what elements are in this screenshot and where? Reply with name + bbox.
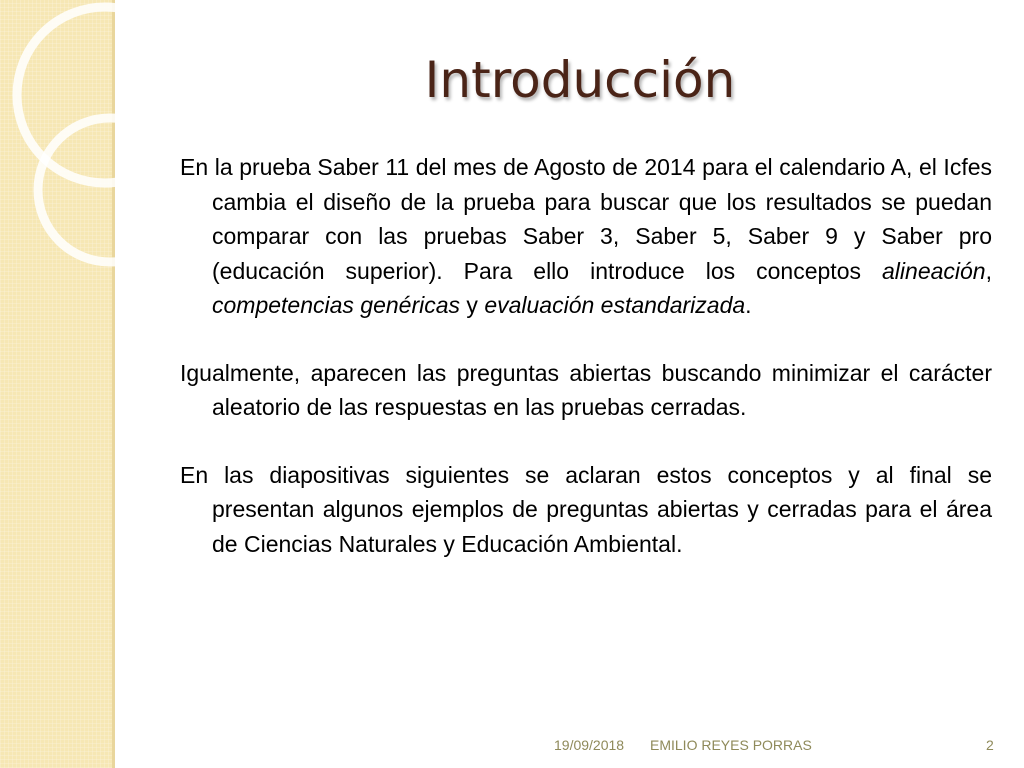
paragraph-1-end: . bbox=[745, 292, 752, 318]
term-competencias-genericas: competencias genéricas bbox=[212, 292, 461, 318]
paragraph-3: En las diapositivas siguientes se aclaran estos conceptos y al final se presentan algunos ejemplos de preguntas abiertas y cerradas para el área de Ciencias Naturales y Educación Ambiental. bbox=[180, 461, 992, 557]
paragraph-1 bbox=[180, 150, 992, 323]
slide-body bbox=[180, 150, 992, 561]
decorative-rings bbox=[0, 0, 200, 300]
term-evaluacion-estandarizada: evaluación estandarizada bbox=[484, 292, 746, 318]
separator-1: , bbox=[985, 257, 992, 284]
paragraph-1-intro: En la prueba Saber 11 del mes de Agosto de 2014 para el calendario A, el Icfes cambia el diseño de la prueba para buscar que los resultados se puedan comparar con las pruebas Saber 3, Saber 5, Saber 9 y Saber pro (educación superior). Para ello introduce los conceptos bbox=[180, 154, 992, 284]
slide-title: Introducción bbox=[424, 51, 736, 109]
slide-number: 2 bbox=[986, 737, 994, 753]
paragraph-2: Igualmente, aparecen las preguntas abiertas buscando minimizar el carácter aleatorio de las respuestas en las pruebas cerradas. bbox=[180, 359, 992, 420]
footer-date: 19/09/2018 bbox=[554, 737, 625, 753]
decorative-ring-small bbox=[38, 118, 182, 262]
term-alineacion: alineación bbox=[882, 257, 986, 284]
footer-author: EMILIO REYES PORRAS bbox=[650, 737, 812, 753]
separator-2: y bbox=[460, 292, 485, 318]
